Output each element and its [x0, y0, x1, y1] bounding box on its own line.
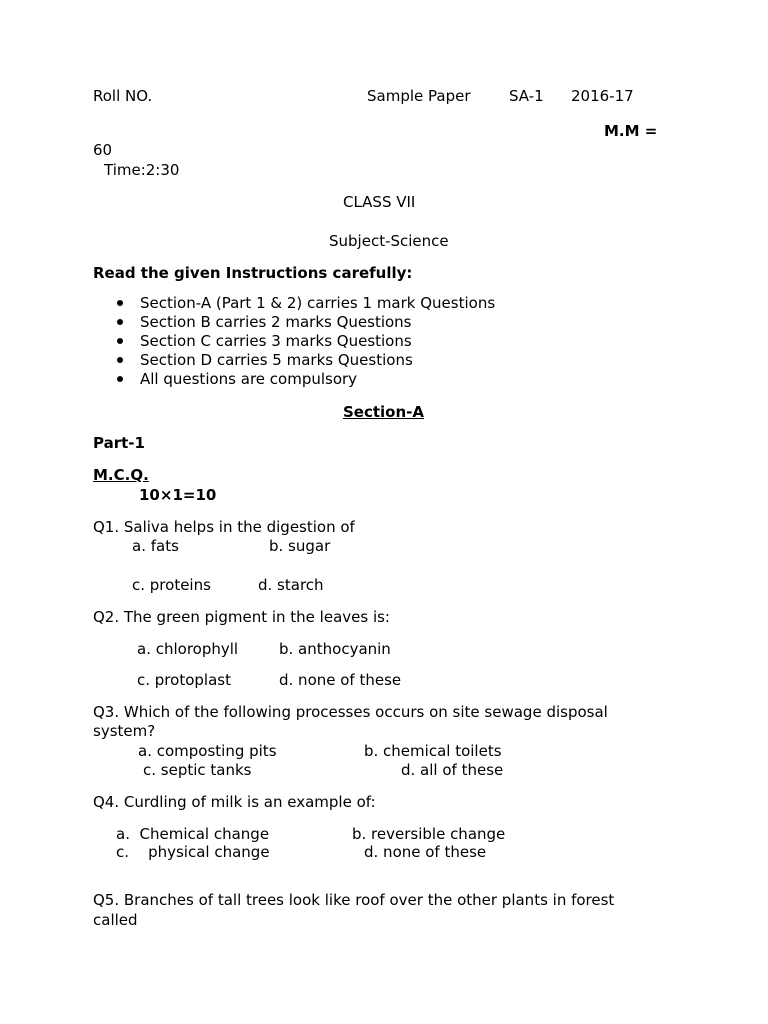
- question-text: Q1. Saliva helps in the digestion of: [93, 518, 355, 536]
- option-a: a. Chemical change: [116, 825, 270, 843]
- question-text: Q4. Curdling of milk is an example of:: [93, 793, 376, 811]
- question-text: Q5. Branches of tall trees look like roof over the other plants in forest: [93, 891, 615, 909]
- instructions-heading: Read the given Instructions carefully:: [93, 264, 413, 282]
- option-d: d. starch: [258, 576, 324, 594]
- option-b: b. chemical toilets: [364, 742, 502, 760]
- question-text-continued: system?: [93, 722, 156, 740]
- bullet-icon: [117, 300, 123, 306]
- section-marks: 10×1=10: [139, 486, 217, 504]
- instruction-item: Section-A (Part 1 & 2) carries 1 mark Questions: [140, 294, 496, 312]
- max-marks-label: M.M =: [604, 122, 658, 140]
- exam-time: Time:2:30: [104, 161, 180, 179]
- option-b: b. sugar: [269, 537, 331, 555]
- option-a: a. fats: [132, 537, 179, 555]
- bullet-icon: [117, 319, 123, 325]
- instruction-item: Section B carries 2 marks Questions: [140, 313, 412, 331]
- option-d: d. none of these: [279, 671, 402, 689]
- bullet-icon: [117, 376, 123, 382]
- exam-name: SA-1: [509, 87, 544, 105]
- option-c: c. physical change: [116, 843, 270, 861]
- bullet-icon: [117, 357, 123, 363]
- question-text: Q2. The green pigment in the leaves is:: [93, 608, 390, 626]
- question-text: Q3. Which of the following processes occurs on site sewage disposal: [93, 703, 608, 721]
- option-a: a. composting pits: [138, 742, 277, 760]
- option-c: c. protoplast: [137, 671, 231, 689]
- class-title: CLASS VII: [343, 193, 416, 211]
- option-c: c. proteins: [132, 576, 211, 594]
- option-a: a. chlorophyll: [137, 640, 239, 658]
- exam-year: 2016-17: [571, 87, 634, 105]
- option-d: d. none of these: [364, 843, 487, 861]
- sample-paper-label: Sample Paper: [367, 87, 471, 105]
- option-b: b. reversible change: [352, 825, 506, 843]
- section-title: Section-A: [343, 403, 424, 421]
- option-d: d. all of these: [401, 761, 504, 779]
- question-type: M.C.Q.: [93, 466, 149, 484]
- bullet-icon: [117, 338, 123, 344]
- option-b: b. anthocyanin: [279, 640, 391, 658]
- subject-title: Subject-Science: [329, 232, 449, 250]
- instruction-item: Section C carries 3 marks Questions: [140, 332, 412, 350]
- roll-number-label: Roll NO.: [93, 87, 153, 105]
- instruction-item: All questions are compulsory: [140, 370, 358, 388]
- question-text-continued: called: [93, 911, 138, 929]
- option-c: c. septic tanks: [143, 761, 252, 779]
- instruction-item: Section D carries 5 marks Questions: [140, 351, 413, 369]
- max-marks-value: 60: [93, 141, 113, 159]
- part-title: Part-1: [93, 434, 145, 452]
